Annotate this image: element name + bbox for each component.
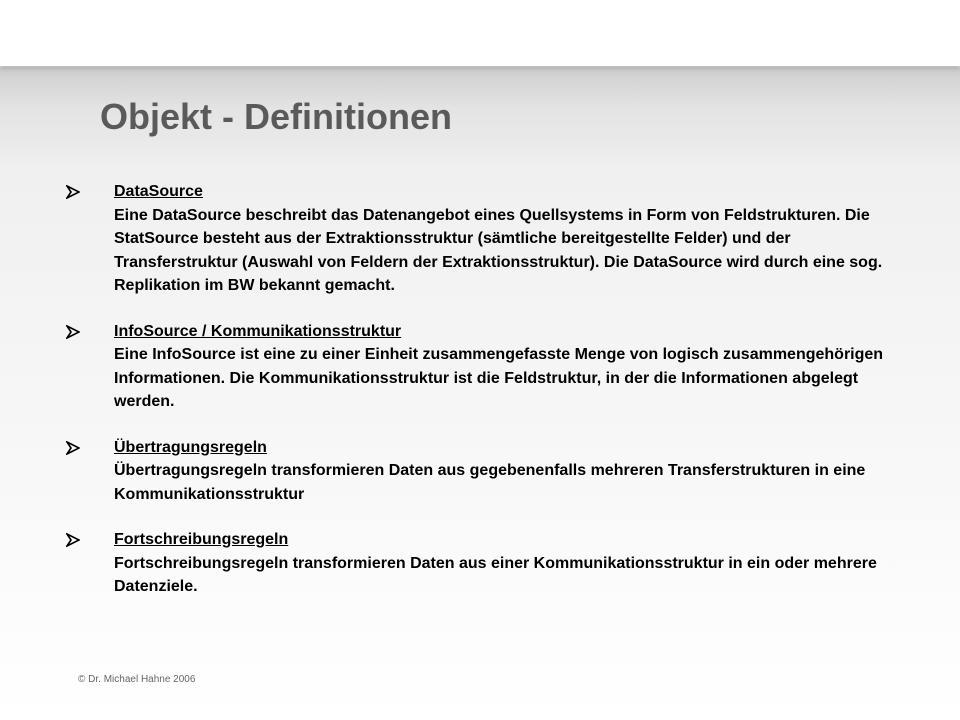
list-item (66, 436, 906, 507)
arrow-bullet-icon (66, 320, 114, 414)
header-band (0, 0, 960, 66)
item-body: Fortschreibungsregeln transformieren Daten aus einer Kommunikationsstruktur in ein oder mehrere Datenziele. (114, 554, 877, 595)
list-item (66, 320, 906, 414)
item-heading: Fortschreibungsregeln (114, 531, 289, 548)
item-heading: DataSource (114, 183, 203, 200)
item-body: Eine DataSource beschreibt das Datenangebot eines Quellsystems in Form von Feldstrukturen. Die StatSource besteht aus der Extraktionsstruktur (sämtliche bereitgestellte Felder) und der Transferstruktur (Auswahl von Feldern der Extraktionsstruktur). Die DataSource wird durch eine sog. Replikation im BW bekannt gemacht. (114, 206, 883, 294)
arrow-bullet-icon (66, 436, 114, 507)
item-heading: InfoSource / Kommunikationsstruktur (114, 322, 402, 340)
definition-list (66, 180, 906, 621)
arrow-bullet-icon (66, 180, 114, 298)
item-body: Übertragungsregeln transformieren Daten aus gegebenenfalls mehreren Transferstrukturen in eine Kommunikationsstruktur (114, 462, 866, 503)
slide-title: Objekt - Definitionen (100, 96, 453, 137)
item-heading: Übertragungsregeln (114, 438, 267, 456)
item-body: Eine InfoSource ist eine zu einer Einheit zusammengefasste Menge von logisch zusammengehörigen Informationen. Die Kommunikationsstruktur ist die Feldstruktur, in der die Informationen abgelegt werden. (114, 346, 884, 410)
list-item (66, 528, 906, 599)
list-item (66, 180, 906, 298)
arrow-bullet-icon (66, 528, 114, 599)
copyright-footer: © Dr. Michael Hahne 2006 (78, 674, 196, 685)
